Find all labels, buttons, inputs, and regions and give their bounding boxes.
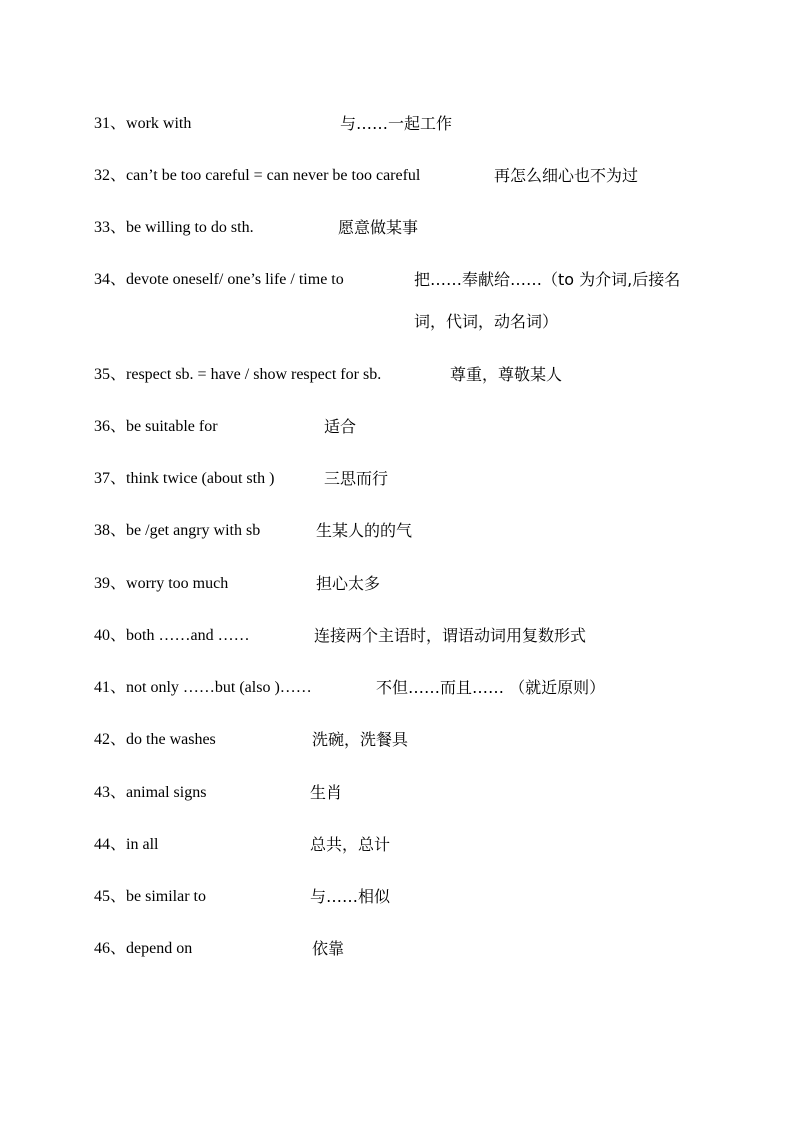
entry-chinese: 不但……而且…… （就近原则） (376, 678, 606, 697)
entry-chinese: 三思而行 (324, 469, 389, 488)
entry-chinese: 与……一起工作 (340, 114, 453, 133)
vocab-entry-34 (94, 270, 714, 331)
vocab-entry-46 (94, 939, 714, 959)
vocab-entry-43 (94, 783, 714, 803)
entry-number: 41、 (94, 679, 127, 696)
entry-english: work with (126, 115, 192, 132)
entry-chinese: 尊重，尊敬某人 (450, 365, 563, 384)
vocab-entry-39 (94, 574, 714, 594)
entry-chinese: 担心太多 (316, 574, 381, 593)
entry-english: be suitable for (126, 418, 218, 435)
vocab-entry-38 (94, 521, 714, 541)
entry-chinese: 生肖 (310, 783, 343, 802)
vocab-entry-33 (94, 218, 714, 238)
entry-number: 40、 (94, 627, 127, 644)
entry-chinese: 总共，总计 (310, 835, 391, 854)
entry-english: be /get angry with sb (126, 522, 261, 539)
entry-english: respect sb. = have / show respect for sb. (126, 366, 382, 383)
entry-number: 35、 (94, 366, 127, 383)
entry-chinese: 洗碗，洗餐具 (312, 730, 409, 749)
entry-english: be willing to do sth. (126, 219, 254, 236)
entry-number: 33、 (94, 219, 127, 236)
vocab-entry-41 (94, 678, 714, 698)
entry-english: depend on (126, 940, 193, 957)
entry-number: 32、 (94, 167, 127, 184)
entry-number: 39、 (94, 575, 127, 592)
entry-english: do the washes (126, 731, 216, 748)
entry-number: 37、 (94, 470, 127, 487)
entry-english: worry too much (126, 575, 229, 592)
entry-number: 42、 (94, 731, 127, 748)
entry-number: 34、 (94, 271, 127, 288)
entry-chinese: 依靠 (312, 939, 345, 958)
entry-english: both ……and …… (126, 627, 250, 644)
entry-english: think twice (about sth ) (126, 470, 275, 487)
entry-english: not only ……but (also )…… (126, 679, 312, 696)
entry-chinese: 与……相似 (310, 887, 391, 906)
vocab-entry-32 (94, 166, 714, 186)
entry-number: 38、 (94, 522, 127, 539)
entry-english: in all (126, 836, 159, 853)
vocab-entry-40 (94, 626, 714, 646)
vocab-entry-31 (94, 114, 714, 134)
entry-number: 44、 (94, 836, 127, 853)
entry-chinese: 把……奉献给……（to 为介词,后接名词，代词，动名词） (414, 270, 681, 331)
vocab-entry-37 (94, 469, 714, 489)
entry-chinese: 生某人的的气 (316, 521, 413, 540)
vocab-entry-36 (94, 417, 714, 437)
entry-english: can’t be too careful = can never be too careful (126, 167, 421, 184)
entry-number: 46、 (94, 940, 127, 957)
vocab-entry-42 (94, 730, 714, 750)
vocab-entry-44 (94, 835, 714, 855)
vocab-entry-35 (94, 365, 714, 385)
entry-number: 43、 (94, 784, 127, 801)
entry-english: animal signs (126, 784, 207, 801)
entry-number: 45、 (94, 888, 127, 905)
entry-english: be similar to (126, 888, 206, 905)
entry-number: 36、 (94, 418, 127, 435)
entry-number: 31、 (94, 115, 127, 132)
entry-chinese: 再怎么细心也不为过 (494, 166, 639, 185)
entry-chinese: 适合 (324, 417, 357, 436)
vocab-entry-45 (94, 887, 714, 907)
entry-chinese: 愿意做某事 (338, 218, 419, 237)
entry-english: devote oneself/ one’s life / time to (126, 271, 344, 288)
entry-chinese: 连接两个主语时，谓语动词用复数形式 (314, 626, 587, 645)
